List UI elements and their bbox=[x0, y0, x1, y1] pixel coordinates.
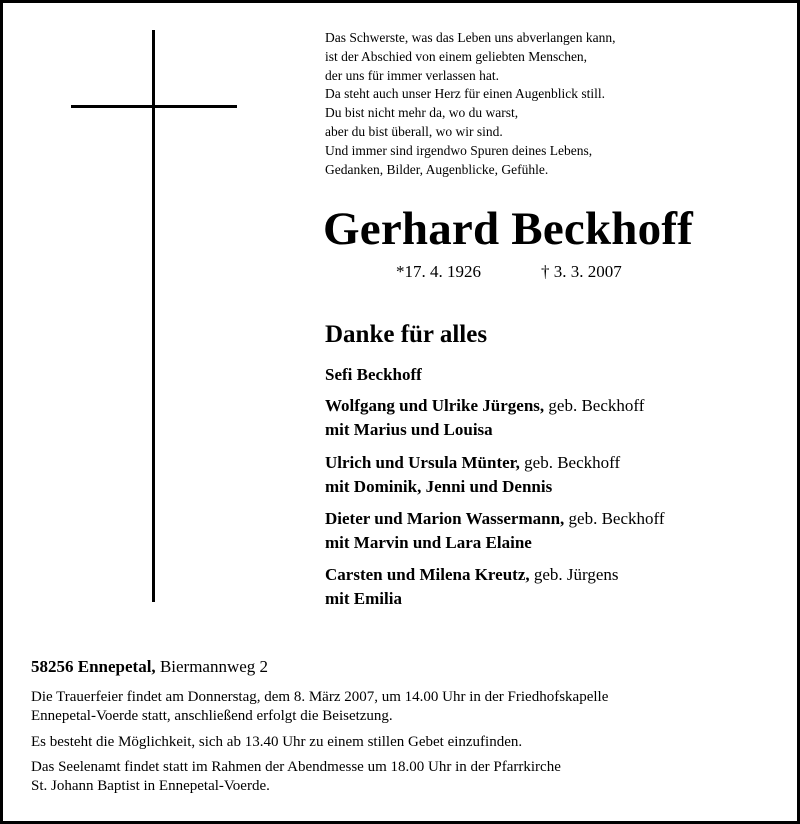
cross-horizontal-bar bbox=[71, 105, 237, 108]
family-entry bbox=[325, 451, 620, 499]
family-entry bbox=[325, 507, 665, 555]
prayer-info bbox=[31, 733, 751, 752]
family-maiden-name: geb. Jürgens bbox=[529, 565, 619, 584]
thanks-heading: Danke für alles bbox=[325, 321, 488, 348]
family-maiden-name: geb. Beckhoff bbox=[519, 453, 621, 472]
poem-line: Das Schwerste, was das Leben uns abverlangen kann, bbox=[325, 30, 616, 45]
address bbox=[31, 656, 268, 678]
poem-line: ist der Abschied von einem geliebten Menschen, bbox=[325, 48, 588, 64]
poem bbox=[325, 29, 745, 179]
family-names: Carsten und Milena Kreutz, bbox=[325, 565, 530, 584]
poem-line: Du bist nicht mehr da, wo du warst, bbox=[325, 105, 519, 121]
family-maiden-name: geb. Beckhoff bbox=[544, 396, 645, 415]
deceased-name: Gerhard Beckhoff bbox=[323, 203, 694, 255]
death-date: † 3. 3. 2007 bbox=[541, 262, 622, 281]
address-city: 58256 Ennepetal, bbox=[31, 657, 156, 676]
family-children: mit Marius und Louisa bbox=[325, 420, 493, 439]
info-line: Das Seelenamt findet statt im Rahmen der Abendmesse um 18.00 Uhr in der Pfarrkirche bbox=[31, 759, 561, 775]
family-names: Dieter und Marion Wassermann, bbox=[325, 509, 565, 528]
address-street: Biermannweg 2 bbox=[155, 657, 269, 676]
family-children: mit Emilia bbox=[325, 589, 402, 608]
cross-vertical-bar bbox=[152, 30, 155, 602]
family-children: mit Dominik, Jenni und Dennis bbox=[325, 477, 553, 496]
info-line: St. Johann Baptist in Ennepetal-Voerde. bbox=[31, 777, 270, 794]
family-children: mit Marvin und Lara Elaine bbox=[325, 533, 532, 552]
family-entry bbox=[325, 394, 644, 442]
family-maiden-name: geb. Beckhoff bbox=[564, 509, 665, 528]
birth-date: *17. 4. 1926 bbox=[396, 262, 481, 281]
family-entry bbox=[325, 363, 422, 387]
mass-info bbox=[31, 758, 751, 795]
family-names: Sefi Beckhoff bbox=[325, 365, 422, 384]
family-entry bbox=[325, 563, 619, 611]
info-line: Es besteht die Möglichkeit, sich ab 13.40 Uhr zu einem stillen Gebet einzufinden. bbox=[31, 734, 523, 750]
poem-line: aber du bist überall, wo wir sind. bbox=[325, 123, 503, 139]
poem-line: Und immer sind irgendwo Spuren deines Lebens, bbox=[325, 142, 593, 158]
poem-line: der uns für immer verlassen hat. bbox=[325, 67, 499, 83]
info-line: Ennepetal-Voerde statt, anschließend erfolgt die Beisetzung. bbox=[31, 707, 393, 724]
funeral-info bbox=[31, 688, 751, 725]
family-names: Ulrich und Ursula Münter, bbox=[325, 453, 520, 472]
info-line: Die Trauerfeier findet am Donnerstag, dem 8. März 2007, um 14.00 Uhr in der Friedhofskapelle bbox=[31, 689, 609, 705]
family-names: Wolfgang und Ulrike Jürgens, bbox=[325, 396, 545, 415]
poem-line: Da steht auch unser Herz für einen Augenblick still. bbox=[325, 86, 606, 102]
poem-line: Gedanken, Bilder, Augenblicke, Gefühle. bbox=[325, 161, 549, 177]
